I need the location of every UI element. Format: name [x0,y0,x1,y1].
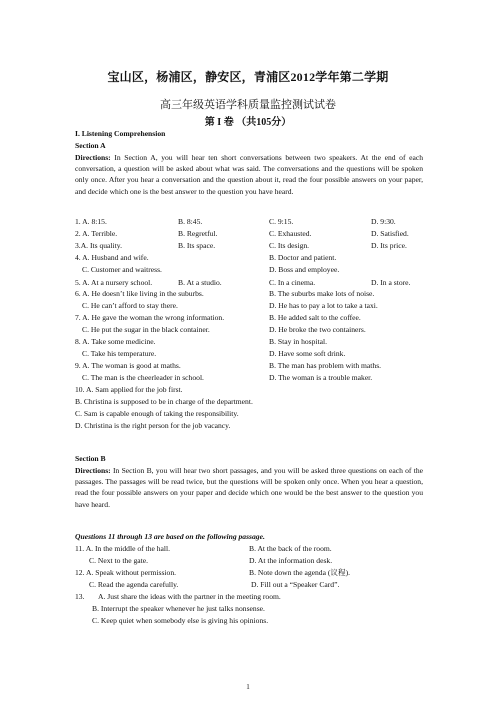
q9-option-d: D. The woman is a trouble maker. [269,373,373,382]
q6-option-d: D. He has to pay a lot to take a taxi. [269,301,378,310]
directions-label: Directions: [75,466,111,475]
page-number: 1 [246,683,250,691]
q7-option-b: B. He added salt to the coffee. [269,313,361,322]
volume-heading: 第 I 卷 （共105分） [204,117,292,128]
q11-option-b: B. At the back of the room. [249,544,332,553]
q5-option-a: 5. A. At a nursery school. [75,278,153,287]
q8-option-a: 8. A. Take some medicine. [75,337,156,346]
q1-option-c: C. 9:15. [269,217,294,226]
q2-option-d: D. Satisfied. [371,229,409,238]
q1-option-b: B. 8:45. [178,217,203,226]
q6-option-b: B. The suburbs make lots of noise. [269,289,375,298]
q8-option-c: C. Take his temperature. [82,349,157,358]
q13-option-a: A. Just share the ideas with the partner in the meeting room. [98,592,281,601]
q4-option-d: D. Boss and employee. [269,265,340,274]
q2-option-b: B. Regretful. [178,229,218,238]
section-b-heading: Section B [75,454,106,463]
q7-option-a: 7. A. He gave the woman the wrong information. [75,313,225,322]
q4-option-a: 4. A. Husband and wife. [75,253,149,262]
q10-option-b: B. Christina is supposed to be in charge of the department. [75,397,253,406]
q10-option-d: D. Christina is the right person for the job vacancy. [75,421,231,430]
q6-option-a: 6. A. He doesn’t like living in the suburbs. [75,289,204,298]
q3-option-b: B. Its space. [178,241,216,250]
q9-option-b: B. The man has problem with maths. [269,361,382,370]
q5-option-c: C. In a cinema. [269,278,316,287]
q12-option-d: D. Fill out a “Speaker Card”. [251,580,340,589]
q9-option-a: 9. A. The woman is good at maths. [75,361,181,370]
directions-text: In Section A, you will hear ten short conversations between two speakers. At the end of each conversation, a question will be asked about what was said. The conversations and the questions will be spoken only once. After you hear a conversation and the question about it, read the four possible answers on your paper, and decide which one is the best answer to the question you have heard. [75,153,423,196]
part-heading: I. Listening Comprehension [75,129,166,138]
exam-subtitle: 高三年级英语学科质量监控测试试卷 [160,99,336,111]
q13-number: 13. [75,592,85,601]
q7-option-d: D. He broke the two containers. [269,325,366,334]
q8-option-b: B. Stay in hospital. [269,337,328,346]
q5-option-b: B. At a studio. [178,278,222,287]
q11-option-a: 11. A. In the middle of the hall. [75,544,171,553]
questions-note: Questions 11 through 13 are based on the following passage. [75,532,265,541]
q8-option-d: D. Have some soft drink. [269,349,346,358]
q2-option-c: C. Exhausted. [269,229,312,238]
section-a-heading: Section A [75,141,106,150]
directions-label: Directions: [75,153,111,162]
q11-option-c: C. Next to the gate. [89,556,149,565]
section-a-directions [75,152,423,197]
q3-option-c: C. Its design. [269,241,310,250]
q4-option-c: C. Customer and waitress. [82,265,162,274]
q3-option-a: 3.A. Its quality. [75,241,122,250]
q12-option-c: C. Read the agenda carefully. [89,580,179,589]
q3-option-d: D. Its price. [371,241,407,250]
q12-option-a: 12. A. Speak without permission. [75,568,177,577]
q9-option-c: C. The man is the cheerleader in school. [82,373,204,382]
q1-option-d: D. 9:30. [371,217,396,226]
q13-option-c: C. Keep quiet when somebody else is giving his opinions. [92,616,269,625]
q1-option-a: 1. A. 8:15. [75,217,107,226]
q10-option-a: 10. A. Sam applied for the job first. [75,385,183,394]
directions-text: In Section B, you will hear two short passages, and you will be asked three questions on each of the passages. The passages will be read twice, but the questions will be spoken only once. When you hear a question, read the four possible answers on your paper and decide which one would be the best answer to the question you have heard. [75,466,423,509]
section-b-directions [75,465,423,510]
q5-option-d: D. In a store. [371,278,411,287]
q7-option-c: C. He put the sugar in the black container. [82,325,210,334]
q6-option-c: C. He can’t afford to stay there. [82,301,178,310]
q4-option-b: B. Doctor and patient. [269,253,337,262]
q10-option-c: C. Sam is capable enough of taking the responsibility. [75,409,239,418]
q13-option-b: B. Interrupt the speaker whenever he just talks nonsense. [92,604,265,613]
q11-option-d: D. At the information desk. [249,556,333,565]
exam-title: 宝山区，杨浦区，静安区，青浦区2012学年第二学期 [107,70,389,84]
q12-option-b: B. Note down the agenda (议程). [249,568,351,577]
q2-option-a: 2. A. Terrible. [75,229,118,238]
